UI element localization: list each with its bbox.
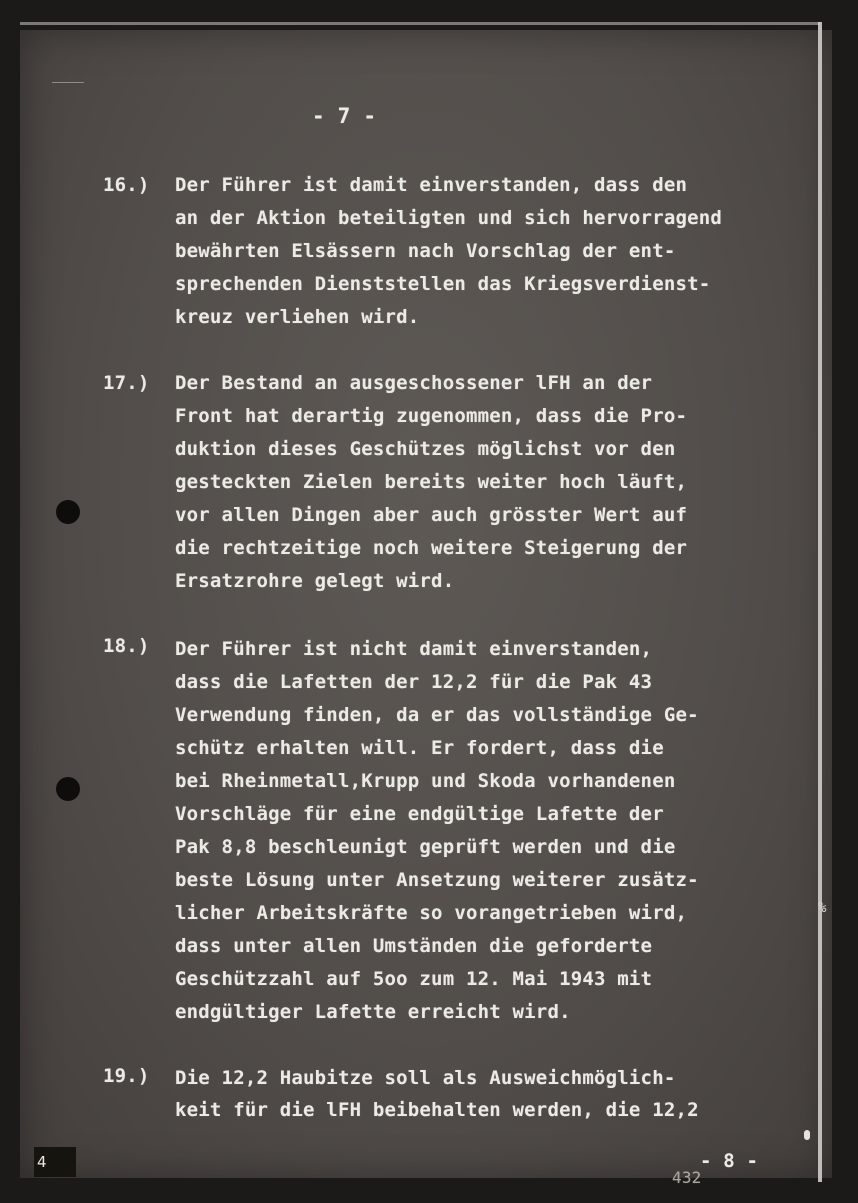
paragraph-18-line: beste Lösung unter Ansetzung weiterer zusätz- bbox=[175, 869, 699, 891]
paragraph-17-line: gesteckten Zielen bereits weiter hoch läuft, bbox=[175, 471, 688, 493]
paragraph-16-line: Der Führer ist damit einverstanden, dass den bbox=[175, 174, 688, 196]
paragraph-number-19: 19.) bbox=[103, 1065, 150, 1087]
paragraph-17-line: Der Bestand an ausgeschossener lFH an der bbox=[175, 372, 653, 394]
paper-mark bbox=[52, 82, 84, 83]
next-page-number: - 8 - bbox=[700, 1150, 759, 1172]
paragraph-17-line: die rechtzeitige noch weitere Steigerung der bbox=[175, 537, 688, 559]
frame-label: 4 bbox=[34, 1147, 76, 1177]
paragraph-18-line: dass die Lafetten der 12,2 für die Pak 43 bbox=[175, 671, 653, 693]
paragraph-number-17: 17.) bbox=[103, 372, 150, 394]
paragraph-number-18: 18.) bbox=[103, 635, 150, 657]
punch-hole-upper bbox=[56, 500, 80, 524]
page-number: - 7 - bbox=[312, 104, 377, 128]
paragraph-17-line: Front hat derartig zugenommen, dass die Pro- bbox=[175, 405, 688, 427]
ink-smudge bbox=[804, 1130, 810, 1140]
paragraph-18-line: Der Führer ist nicht damit einverstanden, bbox=[175, 638, 653, 660]
paragraph-18-line: Pak 8,8 beschleunigt geprüft werden und die bbox=[175, 836, 676, 858]
paragraph-16-line: an der Aktion beteiligten und sich hervorragend bbox=[175, 207, 723, 229]
paragraph-18-line: endgültiger Lafette erreicht wird. bbox=[175, 1001, 571, 1023]
paragraph-19-line: keit für die lFH beibehalten werden, die 12,2 bbox=[175, 1099, 699, 1121]
paragraph-16-line: bewährten Elsässern nach Vorschlag der ent- bbox=[175, 240, 676, 262]
paragraph-17-line: Ersatzrohre gelegt wird. bbox=[175, 570, 455, 592]
paragraph-18-line: licher Arbeitskräfte so vorangetrieben wird, bbox=[175, 902, 688, 924]
archive-number: 432 bbox=[672, 1168, 702, 1187]
paragraph-17-line: vor allen Dingen aber auch grösster Wert auf bbox=[175, 504, 688, 526]
edge-mark: % bbox=[818, 900, 827, 916]
paragraph-19-line: Die 12,2 Haubitze soll als Ausweichmöglich- bbox=[175, 1067, 676, 1089]
paragraph-18-line: Geschützzahl auf 5oo zum 12. Mai 1943 mit bbox=[175, 968, 653, 990]
page-right-edge bbox=[818, 22, 822, 1182]
paragraph-18-line: dass unter allen Umständen die geforderte bbox=[175, 935, 653, 957]
paragraph-17-line: duktion dieses Geschützes möglichst vor den bbox=[175, 438, 676, 460]
paragraph-number-16: 16.) bbox=[103, 174, 150, 196]
punch-hole-lower bbox=[56, 777, 80, 801]
paragraph-16-line: kreuz verliehen wird. bbox=[175, 306, 420, 328]
paragraph-18-line: schütz erhalten will. Er fordert, dass die bbox=[175, 737, 664, 759]
paragraph-16-line: sprechenden Dienststellen das Kriegsverdienst- bbox=[175, 273, 711, 295]
paragraph-18-line: Vorschläge für eine endgültige Lafette der bbox=[175, 803, 664, 825]
page-top-edge bbox=[20, 22, 820, 25]
paragraph-18-line: Verwendung finden, da er das vollständige Ge- bbox=[175, 704, 699, 726]
paragraph-18-line: bei Rheinmetall,Krupp und Skoda vorhandenen bbox=[175, 770, 676, 792]
